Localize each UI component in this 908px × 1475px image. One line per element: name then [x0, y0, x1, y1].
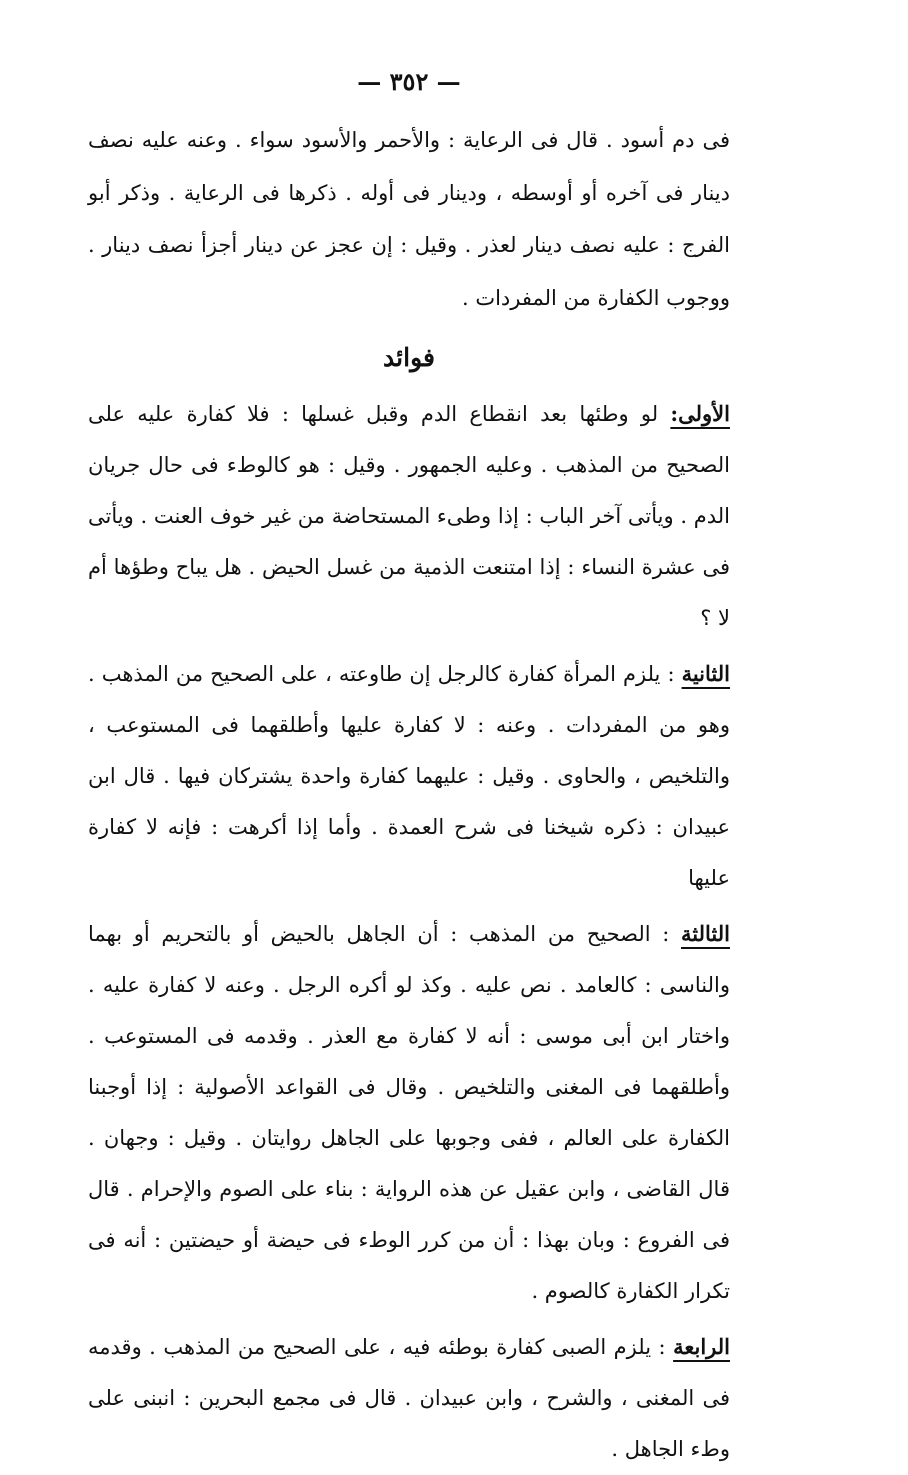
section-heading: فوائد — [383, 343, 435, 372]
faida-text: : الصحيح من المذهب : أن الجاهل بالحيض أو بالتحريم أو بهما والناسى : كالعامد . نص عليه . وكذ لو أكره الرجل . وعنه لا كفارة عليه . واختار ابن أبى موسى : أنه لا كفارة مع العذر . وقدمه فى المستوعب . وأطلقهما فى المغنى والتلخيص . وقال فى القواعد الأصولية : إذا أوجبنا الكفارة على العالم ، ففى وجوبها على الجاهل روايتان . وقيل : وجهان . قال القاضى ، وابن عقيل عن هذه الرواية : بناء على الصوم والإحرام . قال فى الفروع : وبان بهذا : أن من كرر الوطء فى حيضة أو حيضتين : أنه فى تكرار الكفارة كالصوم . — [88, 922, 730, 1303]
faida-fourth — [88, 1321, 730, 1475]
faida-third — [88, 908, 730, 1317]
faida-text: لو وطئها بعد انقطاع الدم وقبل غسلها : فلا كفارة عليه على الصحيح من المذهب . وعليه الجمهور . وقيل : هو كالوطء فى حال جريان الدم . ويأتى آخر الباب : إذا وطىء المستحاضة من غير خوف العنت . ويأتى فى عشرة النساء : إذا امتنعت الذمية من غسل الحيض . هل يباح وطؤها أم لا ؟ — [88, 402, 730, 630]
faida-second — [88, 648, 730, 904]
faida-label: الرابعة — [673, 1334, 730, 1359]
faida-first — [88, 388, 730, 644]
faida-label: الثانية — [681, 661, 730, 686]
faida-text: : يلزم المرأة كفارة كالرجل إن طاوعته ، على الصحيح من المذهب . وهو من المفردات . وعنه : لا كفارة عليها وأطلقهما فى المستوعب ، والتلخيص ، والحاوى . وقيل : عليهما كفارة واحدة يشتركان فيها . قال ابن عبيدان : ذكره شيخنا فى شرح العمدة . وأما إذا أكرهت : فإنه لا كفارة عليها — [88, 662, 730, 890]
faida-label: الأولى: — [670, 401, 730, 426]
faida-text: : يلزم الصبى كفارة بوطئه فيه ، على الصحيح من المذهب . وقدمه فى المغنى ، والشرح ، وابن عبيدان . قال فى مجمع البحرين : انبنى على وطء الجاهل . — [88, 1335, 730, 1461]
faida-label: الثالثة — [681, 921, 730, 946]
intro-paragraph: فى دم أسود . قال فى الرعاية : والأحمر والأسود سواء . وعنه عليه نصف دينار فى آخره أو أوسطه ، ودينار فى أوله . ذكرها فى الرعاية . وذكر أبو الفرج : عليه نصف دينار لعذر . وقيل : إن عجز عن دينار أجزأ نصف دينار . ووجوب الكفارة من المفردات . — [88, 128, 730, 310]
page-number: — ٣٥٢ — — [357, 67, 461, 96]
